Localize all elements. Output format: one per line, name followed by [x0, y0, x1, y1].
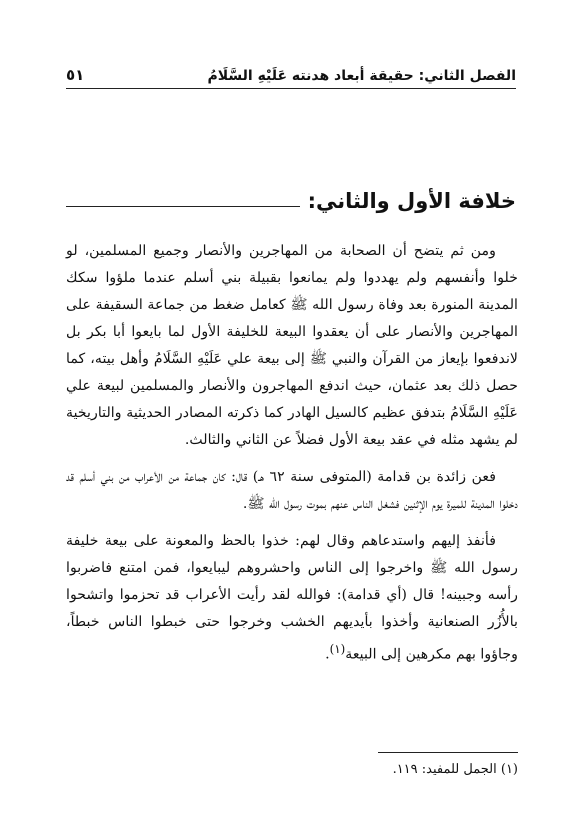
running-header [66, 58, 516, 84]
paragraph-1: ومن ثم يتضح أن الصحابة من المهاجرين والأنصار وجميع المسلمين، لو خلوا وأنفسهم ولم يهددوا ولم يمانعوا بقبيلة بني أسلم عندما ملؤوا سكك المدينة المنورة بعد وفاة رسول الله ﷺ كعامل ضغط من جماعة السقيفة على المهاجرين والأنصار على أن يعقدوا البيعة للخليفة الأول لما بايعوا أبا بكر بل لاندفعوا بإيعاز من القرآن والنبي ﷺ إلى بيعة علي عَلَيْهِ السَّلَامُ وأهل بيته، كما حصل ذلك بعد عثمان، حيث اندفع المهاجرون والأنصار والمسلمين لبيعة علي عَلَيْهِ السَّلَامُ بتدفق عظيم كالسيل الهادر كما ذكرته المصادر الحديثية والتاريخية لم يشهد مثله في عقد بيعة الأول فضلاً عن الثاني والثالث. [66, 243, 518, 448]
paragraph-3-text: فأنفذ إليهم واستدعاهم وقال لهم: خذوا بالحظ والمعونة على بيعة خليفة رسول الله ﷺ واخرجوا إلى الناس واحشروهم ليبايعوا، فمن امتنع فاضربوا رأسه وجبينه! قال (أي قدامة): فوالله لقد رأيت الأعراب قد تحزموا واتشحوا بالأُزُر الصنعانية وأخذوا بأيديهم الخشب وخرجوا حتى خبطوا الناس خبطاً، وجاؤوا بهم مكرهين إلى البيعة [66, 533, 518, 663]
footnote: (١) الجمل للمفيد: ١١٩. [392, 762, 518, 777]
header-divider [66, 88, 516, 89]
section-heading [66, 181, 516, 213]
page-number: ٥١ [66, 66, 85, 84]
section-heading-text: خلافة الأول والثاني: [307, 189, 516, 213]
heading-underline [66, 206, 300, 207]
paragraph-2: فعن زائدة بن قدامة (المتوفى سنة ٦٢ هـ) قال: كان جماعة من الأعراب من بني أسلم قد دخلوا المدينة للميرة يوم الإثنين فشغل الناس عنهم بموت رسول الله ﷺ. [66, 469, 518, 512]
footnote-marker: (١) [329, 642, 346, 656]
chapter-title: الفصل الثاني: حقيقة أبعاد هدنته عَلَيْهِ السَّلَامُ [207, 68, 516, 84]
footnote-divider [378, 752, 518, 753]
paragraph-3: فأنفذ إليهم واستدعاهم وقال لهم: خذوا بالحظ والمعونة على بيعة خليفة رسول الله ﷺ واخرجوا إلى الناس واحشروهم ليبايعوا، فمن امتنع فاضربوا رأسه وجبينه! قال (أي قدامة): فوالله لقد رأيت الأعراب قد تحزموا واتشحوا بالأُزُر الصنعانية وأخذوا بأيديهم الخشب وخرجوا حتى خبطوا الناس خبطاً، وجاؤوا بهم مكرهين إلى البيعة$^{(١)}$. [66, 533, 518, 663]
body-text [66, 238, 518, 679]
